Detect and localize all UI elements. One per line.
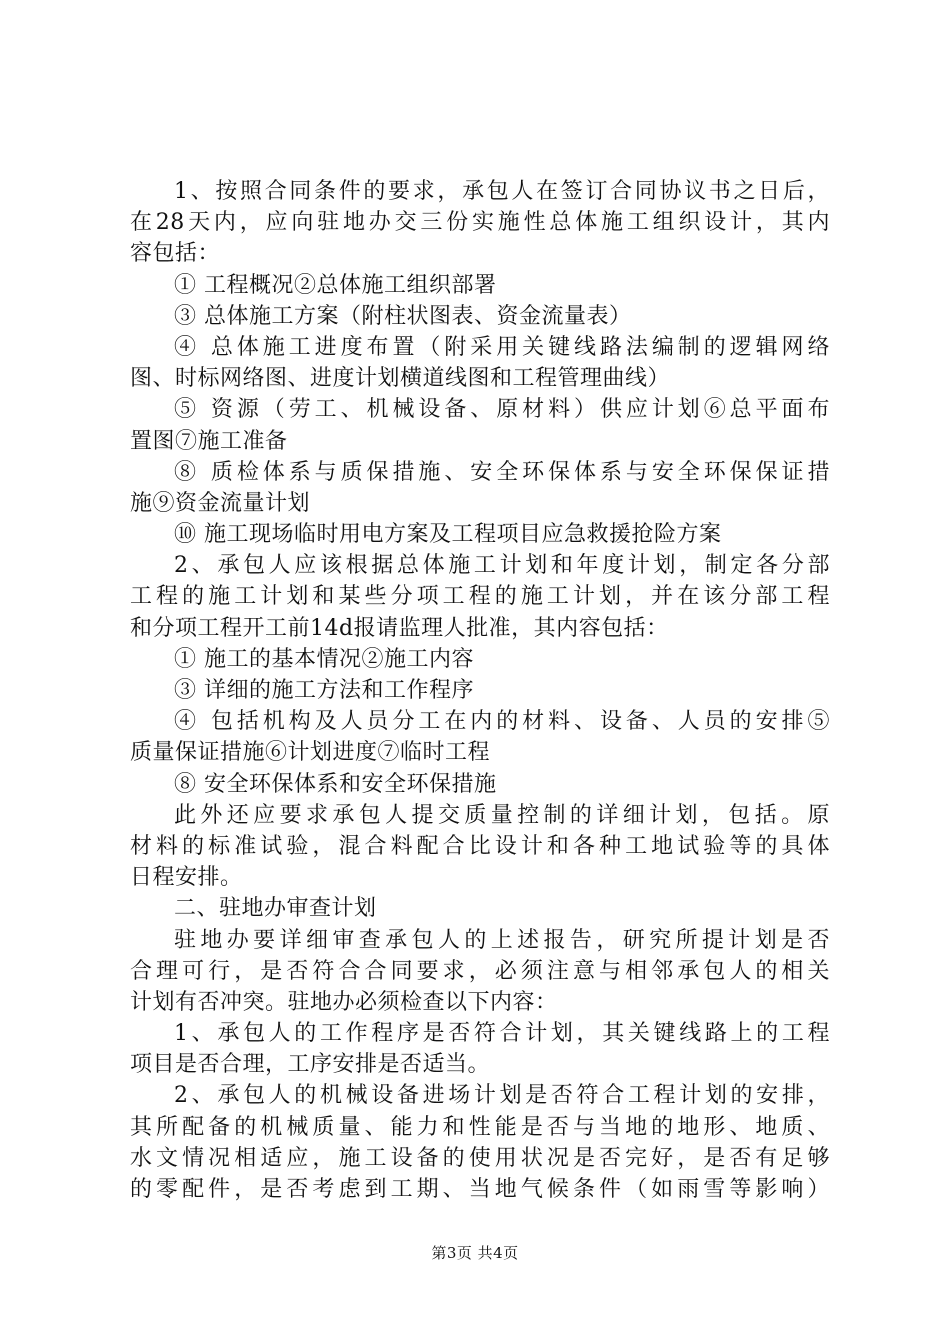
text-line: ③ 详细的施工方法和工作程序 — [174, 678, 474, 703]
text-line: 工程的施工计划和某些分项工程的施工计划，并在该分部工程 — [130, 584, 830, 610]
text-line: ③ 总体施工方案（附柱状图表、资金流量表） — [174, 303, 632, 329]
text-line: 项目是否合理，工序安排是否适当。 — [130, 1052, 491, 1078]
text-line: 的零配件，是否考虑到工期、当地气候条件（如雨雪等影响） — [130, 1177, 830, 1202]
text-line: 其所配备的机械质量、能力和性能是否与当地的地形、地质、 — [130, 1114, 830, 1140]
text-line: 计划有否冲突。驻地办必须检查以下内容： — [130, 989, 558, 1015]
text-line: 2、承包人应该根据总体施工计划和年度计划，制定各分部 — [174, 553, 830, 579]
text-line: 质量保证措施⑥计划进度⑦临时工程 — [130, 740, 491, 766]
text-line: 合理可行，是否符合合同要求，必须注意与相邻承包人的相关 — [130, 958, 830, 984]
text-line: 材料的标准试验，混合料配合比设计和各种工地试验等的具体 — [130, 833, 830, 859]
text-line: 1、承包人的工作程序是否符合计划，其关键线路上的工程 — [174, 1021, 830, 1047]
text-line: 水文情况相适应，施工设备的使用状况是否完好，是否有足够 — [130, 1145, 830, 1171]
section-heading: 二、驻地办审查计划 — [174, 896, 377, 922]
text-line: ⑧ 安全环保体系和安全环保措施 — [174, 771, 497, 797]
text-line: 此外还应要求承包人提交质量控制的详细计划，包括。原 — [174, 802, 830, 828]
text-line: ① 工程概况②总体施工组织部署 — [174, 272, 497, 298]
text-line: ⑧ 质检体系与质保措施、安全环保体系与安全环保保证措 — [174, 459, 830, 485]
text-line: ④ 包括机构及人员分工在内的材料、设备、人员的安排⑤ — [174, 709, 830, 735]
document-body — [130, 176, 830, 1205]
text-line: 日程安排。 — [130, 865, 243, 891]
text-line: ⑩ 施工现场临时用电方案及工程项目应急救援抢险方案 — [174, 522, 722, 548]
text-line: 容包括： — [130, 241, 221, 267]
text-line: 驻地办要详细审查承包人的上述报告，研究所提计划是否 — [174, 927, 830, 953]
text-line: 在28天内，应向驻地办交三份实施性总体施工组织设计，其内 — [130, 210, 830, 236]
text-line: 置图⑦施工准备 — [130, 428, 288, 454]
page-number-footer: 第3页 共4页 — [431, 1244, 519, 1262]
text-line: ① 施工的基本情况②施工内容 — [174, 646, 474, 672]
text-line: 和分项工程开工前14d报请监理人批准，其内容包括： — [130, 615, 669, 641]
text-line: 1、按照合同条件的要求，承包人在签订合同协议书之日后， — [174, 179, 830, 204]
text-line: 图、时标网络图、进度计划横道线图和工程管理曲线） — [130, 366, 671, 392]
text-line: ④ 总体施工进度布置（附采用关键线路法编制的逻辑网络 — [174, 334, 830, 360]
text-line: 施⑨资金流量计划 — [130, 490, 311, 516]
text-line: 2、承包人的机械设备进场计划是否符合工程计划的安排， — [174, 1083, 830, 1109]
text-line: ⑤ 资源（劳工、机械设备、原材料）供应计划⑥总平面布 — [174, 397, 830, 423]
